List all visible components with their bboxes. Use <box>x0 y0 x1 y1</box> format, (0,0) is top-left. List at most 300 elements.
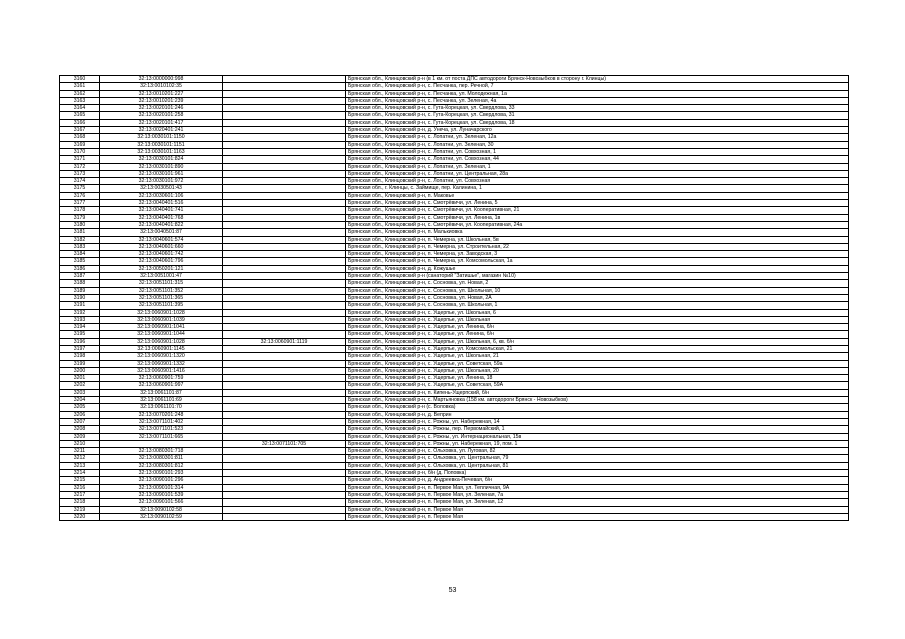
address-cell: Брянская обл., Клинцовский р-н, п. Чемерна, ул. Школьная, 5в <box>346 236 849 243</box>
table-row <box>60 119 849 126</box>
address-cell: Брянская обл., Клинцовский р-н, с. Сосновка, ул. Школьная, 1 <box>346 302 849 309</box>
previous-number-cell <box>223 251 346 258</box>
table-row <box>60 506 849 513</box>
previous-number-cell <box>223 127 346 134</box>
row-number-cell: 3173 <box>60 170 100 177</box>
previous-number-cell <box>223 265 346 272</box>
row-number-cell: 3220 <box>60 513 100 520</box>
address-cell: Брянская обл., Клинцовский р-н, с. Ущерпье, ул. Советская, 59а <box>346 360 849 367</box>
previous-number-cell <box>223 513 346 520</box>
previous-number-cell <box>223 134 346 141</box>
address-cell: Брянская обл., Клинцовский р-н (с. Воловка) <box>346 404 849 411</box>
previous-number-cell <box>223 470 346 477</box>
cadastral-number-cell: 32:13:0090101:296 <box>100 477 223 484</box>
cadastral-number-cell: 32:13:0061101:69 <box>100 397 223 404</box>
table-row <box>60 382 849 389</box>
row-number-cell: 3200 <box>60 367 100 374</box>
previous-number-cell <box>223 294 346 301</box>
previous-number-cell <box>223 207 346 214</box>
table-row <box>60 221 849 228</box>
row-number-cell: 3211 <box>60 448 100 455</box>
table-row <box>60 331 849 338</box>
table-row <box>60 477 849 484</box>
table-row <box>60 200 849 207</box>
address-cell: Брянская обл., Клинцовский р-н, п. Первое Мая <box>346 513 849 520</box>
row-number-cell: 3199 <box>60 360 100 367</box>
cadastral-number-cell: 32:13:0020101:417 <box>100 119 223 126</box>
previous-number-cell <box>223 97 346 104</box>
address-cell: Брянская обл., Клинцовский р-н, п. Чемерна, ул. Комсомольская, 1а <box>346 258 849 265</box>
cadastral-number-cell: 32:13:0080301:811 <box>100 455 223 462</box>
cadastral-number-cell: 32:13:0060901:1044 <box>100 331 223 338</box>
cadastral-number-cell: 32:13:0030101:1150 <box>100 134 223 141</box>
row-number-cell: 3166 <box>60 119 100 126</box>
cadastral-number-cell: 32:13:0030101:1163 <box>100 148 223 155</box>
cadastral-number-cell: 32:13:0030101:961 <box>100 170 223 177</box>
address-cell: Брянская обл., Клинцовский р-н (в 1 км. от поста ДПС автодороги Брянск-Новозыбков в сторону г. Клинцы) <box>346 76 849 83</box>
row-number-cell: 3216 <box>60 484 100 491</box>
row-number-cell: 3190 <box>60 294 100 301</box>
previous-number-cell <box>223 477 346 484</box>
previous-number-cell <box>223 462 346 469</box>
cadastral-number-cell: 32:13:0040601:660 <box>100 243 223 250</box>
address-cell: Брянская обл., Клинцовский р-н, с. Ущерпье, ул. Школьная, 20 <box>346 367 849 374</box>
cadastral-number-cell: 32:13:0040401:822 <box>100 221 223 228</box>
cadastral-number-cell: 32:13:0060901:1028 <box>100 309 223 316</box>
address-cell: Брянская обл., Клинцовский р-н, с. Гута-Корецкая, ул. Свердлова, 33 <box>346 105 849 112</box>
address-cell: Брянская обл., Клинцовский р-н, с. Лопатни, ул. Совхозная <box>346 178 849 185</box>
previous-number-cell <box>223 229 346 236</box>
table-row <box>60 192 849 199</box>
cadastral-number-cell: 32:13:0080301:812 <box>100 462 223 469</box>
cadastral-number-cell: 32:13:0000000:998 <box>100 76 223 83</box>
table-row <box>60 170 849 177</box>
table-row <box>60 367 849 374</box>
row-number-cell: 3174 <box>60 178 100 185</box>
page-number: 53 <box>448 587 457 594</box>
address-cell: Брянская обл., Клинцовский р-н, п. Малькиовка <box>346 229 849 236</box>
cadastral-number-cell: 32:13:0051101:315 <box>100 280 223 287</box>
previous-number-cell <box>223 185 346 192</box>
table-row <box>60 105 849 112</box>
cadastral-number-cell: 32:13:0090101:566 <box>100 499 223 506</box>
table-row <box>60 163 849 170</box>
row-number-cell: 3194 <box>60 324 100 331</box>
previous-number-cell <box>223 302 346 309</box>
cadastral-number-cell: 32:13:0061101:87 <box>100 389 223 396</box>
table-row <box>60 338 849 345</box>
previous-number-cell <box>223 141 346 148</box>
row-number-cell: 3180 <box>60 221 100 228</box>
previous-number-cell <box>223 360 346 367</box>
address-cell: Брянская обл., Клинцовский р-н, с. Смотрёвичи, ул. Ленина, 5 <box>346 200 849 207</box>
address-cell: Брянская обл., Клинцовский р-н, с. Сосновка, ул. Новая, 2А <box>346 294 849 301</box>
table-row <box>60 360 849 367</box>
address-cell: Брянская обл., Клинцовский р-н, б/н (д. Поповка) <box>346 470 849 477</box>
table-row <box>60 499 849 506</box>
row-number-cell: 3203 <box>60 389 100 396</box>
row-number-cell: 3162 <box>60 90 100 97</box>
cadastral-number-cell: 32:13:0040501:87 <box>100 229 223 236</box>
previous-number-cell <box>223 83 346 90</box>
address-cell: Брянская обл., Клинцовский р-н, с. Смотрёвичи, ул. Ленина, 1в <box>346 214 849 221</box>
cadastral-number-cell: 32:13:0051001:47 <box>100 273 223 280</box>
row-number-cell: 3163 <box>60 97 100 104</box>
cadastral-number-cell: 32:13:0020401:241 <box>100 127 223 134</box>
cadastral-number-cell: 32:13:0090101:314 <box>100 484 223 491</box>
address-cell: Брянская обл., Клинцовский р-н, с. Ущерпье, ул. Школьная, 6, кв. б/н <box>346 338 849 345</box>
previous-number-cell <box>223 331 346 338</box>
row-number-cell: 3182 <box>60 236 100 243</box>
table-row <box>60 280 849 287</box>
row-number-cell: 3198 <box>60 353 100 360</box>
previous-number-cell <box>223 484 346 491</box>
table-row <box>60 83 849 90</box>
address-cell: Брянская обл., Клинцовский р-н, с. Ольховка, ул. Центральная, 81 <box>346 462 849 469</box>
table-row <box>60 324 849 331</box>
previous-number-cell <box>223 287 346 294</box>
table-row <box>60 148 849 155</box>
address-cell: Брянская обл., Клинцовский р-н, п. Первое Мая, ул. Зеленая, 12 <box>346 499 849 506</box>
previous-number-cell <box>223 90 346 97</box>
previous-number-cell <box>223 404 346 411</box>
table-row <box>60 97 849 104</box>
cadastral-number-cell: 32:13:0051101:395 <box>100 302 223 309</box>
table-row <box>60 76 849 83</box>
address-cell: Брянская обл., Клинцовский р-н, п. Первое Мая, ул. Зеленая, 7а <box>346 491 849 498</box>
row-number-cell: 3196 <box>60 338 100 345</box>
cadastral-number-cell: 32:13:0090101:293 <box>100 470 223 477</box>
row-number-cell: 3219 <box>60 506 100 513</box>
row-number-cell: 3214 <box>60 470 100 477</box>
previous-number-cell <box>223 221 346 228</box>
previous-number-cell <box>223 105 346 112</box>
row-number-cell: 3195 <box>60 331 100 338</box>
row-number-cell: 3215 <box>60 477 100 484</box>
address-cell: Брянская обл., Клинцовский р-н, с. Сосновка, ул. Школьная, 10 <box>346 287 849 294</box>
cadastral-number-cell: 32:13:0010102:35 <box>100 83 223 90</box>
row-number-cell: 3175 <box>60 185 100 192</box>
cadastral-number-cell: 32:13:0040401:516 <box>100 200 223 207</box>
previous-number-cell <box>223 178 346 185</box>
address-cell: Брянская обл., Клинцовский р-н, с. Рожны, пер. Первомайский, 1 <box>346 426 849 433</box>
cadastral-number-cell: 32:13:0030101:1151 <box>100 141 223 148</box>
table-row <box>60 433 849 440</box>
cadastral-number-cell: 32:13:0020101:258 <box>100 112 223 119</box>
previous-number-cell <box>223 382 346 389</box>
table-row <box>60 375 849 382</box>
cadastral-number-cell: 32:13:0030101:972 <box>100 178 223 185</box>
cadastral-number-cell: 32:13:0070201:248 <box>100 411 223 418</box>
table-row <box>60 265 849 272</box>
previous-number-cell <box>223 309 346 316</box>
table-row <box>60 90 849 97</box>
address-cell: Брянская обл., Клинцовский р-н, с. Лопатни, ул. Совхозная, 1 <box>346 148 849 155</box>
row-number-cell: 3189 <box>60 287 100 294</box>
previous-number-cell <box>223 148 346 155</box>
address-cell: Брянская обл., Клинцовский р-н, п. Чемерна, ул. Заводская, 3 <box>346 251 849 258</box>
table-row <box>60 287 849 294</box>
address-cell: Брянская обл., Клинцовский р-н, с. Ущерпье, ул. Ленина, б/н <box>346 324 849 331</box>
table-row <box>60 491 849 498</box>
cadastral-number-cell <box>100 440 223 447</box>
previous-number-cell <box>223 433 346 440</box>
previous-number-cell <box>223 418 346 425</box>
row-number-cell: 3177 <box>60 200 100 207</box>
cadastral-number-cell: 32:13:0061101:70 <box>100 404 223 411</box>
address-cell: Брянская обл., Клинцовский р-н, с. Лопатни, ул. Зеленая, 30 <box>346 141 849 148</box>
row-number-cell: 3172 <box>60 163 100 170</box>
row-number-cell: 3204 <box>60 397 100 404</box>
previous-number-cell: 32:13:0071101:705 <box>223 440 346 447</box>
table-row <box>60 455 849 462</box>
previous-number-cell <box>223 170 346 177</box>
previous-number-cell <box>223 236 346 243</box>
table-row <box>60 273 849 280</box>
row-number-cell: 3176 <box>60 192 100 199</box>
cadastral-number-cell: 32:13:0060901:997 <box>100 382 223 389</box>
cadastral-number-cell: 32:13:0051101:365 <box>100 294 223 301</box>
address-cell: Брянская обл., Клинцовский р-н, с. Ущерпье, ул. Школьная, 21 <box>346 353 849 360</box>
previous-number-cell <box>223 375 346 382</box>
address-cell: Брянская обл., Клинцовский р-н, п. Кипень-Ущерпский, б/н <box>346 389 849 396</box>
cadastral-number-cell: 32:13:0050201:121 <box>100 265 223 272</box>
address-cell: Брянская обл., Клинцовский р-н, п. Первое Мая <box>346 506 849 513</box>
previous-number-cell <box>223 499 346 506</box>
table-row <box>60 236 849 243</box>
previous-number-cell <box>223 76 346 83</box>
row-number-cell: 3212 <box>60 455 100 462</box>
table-row <box>60 141 849 148</box>
previous-number-cell <box>223 426 346 433</box>
row-number-cell: 3187 <box>60 273 100 280</box>
address-cell: Брянская обл., г. Клинцы, с. Займище, пер. Калинина, 1 <box>346 185 849 192</box>
table-row <box>60 440 849 447</box>
table-row <box>60 470 849 477</box>
row-number-cell: 3197 <box>60 345 100 352</box>
table-row <box>60 513 849 520</box>
table-row <box>60 316 849 323</box>
cadastral-number-cell: 32:13:0090102:58 <box>100 506 223 513</box>
previous-number-cell <box>223 324 346 331</box>
table-row <box>60 229 849 236</box>
row-number-cell: 3167 <box>60 127 100 134</box>
row-number-cell: 3191 <box>60 302 100 309</box>
address-cell: Брянская обл., Клинцовский р-н, с. Ущерпье, ул. Комсомольская, 21 <box>346 345 849 352</box>
previous-number-cell <box>223 119 346 126</box>
table-row <box>60 185 849 192</box>
previous-number-cell <box>223 455 346 462</box>
address-cell: Брянская обл., Клинцовский р-н, с. Лопатни, ул. Совхозная, 44 <box>346 156 849 163</box>
previous-number-cell <box>223 192 346 199</box>
address-cell: Брянская обл., Клинцовский р-н, с. Ольховка, ул. Луговая, 82 <box>346 448 849 455</box>
table-row <box>60 178 849 185</box>
cadastral-number-cell: 32:13:0030101:890 <box>100 163 223 170</box>
registry-table-body <box>60 76 849 521</box>
cadastral-number-cell: 32:13:0090102:59 <box>100 513 223 520</box>
table-row <box>60 294 849 301</box>
address-cell: Брянская обл., Клинцовский р-н, д. Андреевка-Печевая, б/н <box>346 477 849 484</box>
cadastral-number-cell: 32:13:0060901:759 <box>100 375 223 382</box>
previous-number-cell <box>223 367 346 374</box>
table-row <box>60 462 849 469</box>
row-number-cell: 3193 <box>60 316 100 323</box>
cadastral-number-cell: 32:13:0071101:523 <box>100 426 223 433</box>
address-cell: Брянская обл., Клинцовский р-н, с. Ольховка, ул. Центральная, 79 <box>346 455 849 462</box>
address-cell: Брянская обл., Клинцовский р-н, с. Лопатни, ул. Центральная, 28а <box>346 170 849 177</box>
cadastral-number-cell: 32:13:0040601:742 <box>100 251 223 258</box>
previous-number-cell <box>223 506 346 513</box>
address-cell: Брянская обл., Клинцовский р-н, с. Смотрёвичи, ул. Кооперативная, 24а <box>346 221 849 228</box>
address-cell: Брянская обл., Клинцовский р-н, с. Песчанка, ул. Молодежная, 1а <box>346 90 849 97</box>
row-number-cell: 3178 <box>60 207 100 214</box>
previous-number-cell <box>223 397 346 404</box>
table-row <box>60 134 849 141</box>
row-number-cell: 3185 <box>60 258 100 265</box>
address-cell: Брянская обл., Клинцовский р-н, д. Кожушье <box>346 265 849 272</box>
address-cell: Брянская обл., Клинцовский р-н, п. Первое Мая, ул. Тепличная, 9А <box>346 484 849 491</box>
table-row <box>60 214 849 221</box>
table-row <box>60 411 849 418</box>
row-number-cell: 3179 <box>60 214 100 221</box>
cadastral-number-cell: 32:13:0010201:239 <box>100 97 223 104</box>
table-row <box>60 207 849 214</box>
table-row <box>60 345 849 352</box>
row-number-cell: 3206 <box>60 411 100 418</box>
table-row <box>60 426 849 433</box>
table-row <box>60 258 849 265</box>
address-cell: Брянская обл., Клинцовский р-н, с. Рожны, ул. Интернациональная, 15в <box>346 433 849 440</box>
table-row <box>60 418 849 425</box>
row-number-cell: 3170 <box>60 148 100 155</box>
cadastral-number-cell: 32:13:0060901:1041 <box>100 324 223 331</box>
previous-number-cell <box>223 491 346 498</box>
table-row <box>60 302 849 309</box>
cadastral-number-cell: 32:13:0060901:1028 <box>100 338 223 345</box>
address-cell: Брянская обл., Клинцовский р-н, с. Ущерпье, ул. Школьная <box>346 316 849 323</box>
previous-number-cell <box>223 280 346 287</box>
row-number-cell: 3169 <box>60 141 100 148</box>
previous-number-cell <box>223 163 346 170</box>
row-number-cell: 3181 <box>60 229 100 236</box>
table-row <box>60 127 849 134</box>
row-number-cell: 3205 <box>60 404 100 411</box>
row-number-cell: 3217 <box>60 491 100 498</box>
row-number-cell: 3160 <box>60 76 100 83</box>
cadastral-number-cell: 32:13:0071101:665 <box>100 433 223 440</box>
address-cell: Брянская обл., Клинцовский р-н, с. Песчанка, ул. Зеленая, 4а <box>346 97 849 104</box>
cadastral-number-cell: 32:13:0060901:1039 <box>100 316 223 323</box>
previous-number-cell <box>223 112 346 119</box>
address-cell: Брянская обл., Клинцовский р-н, с. Ущерпье, ул. Школьная, 6 <box>346 309 849 316</box>
address-cell: Брянская обл., Клинцовский р-н, с. Гута-Корецкая, ул. Свердлова, 18 <box>346 119 849 126</box>
table-row <box>60 484 849 491</box>
address-cell: Брянская обл., Клинцовский р-н, п. Маковье <box>346 192 849 199</box>
cadastral-number-cell: 32:13:0030601:106 <box>100 192 223 199</box>
table-row <box>60 112 849 119</box>
cadastral-number-cell: 32:13:0060901:1416 <box>100 367 223 374</box>
cadastral-number-cell: 32:13:0040601:796 <box>100 258 223 265</box>
previous-number-cell <box>223 448 346 455</box>
row-number-cell: 3202 <box>60 382 100 389</box>
previous-number-cell <box>223 345 346 352</box>
previous-number-cell <box>223 214 346 221</box>
address-cell: Брянская обл., Клинцовский р-н, с. Лопатни, ул. Зеленая, 12а <box>346 134 849 141</box>
row-number-cell: 3183 <box>60 243 100 250</box>
cadastral-number-cell: 32:13:0051101:352 <box>100 287 223 294</box>
cadastral-number-cell: 32:13:0010201:227 <box>100 90 223 97</box>
address-cell: Брянская обл., Клинцовский р-н, п. Чемерна, ул. Строительная, 22 <box>346 243 849 250</box>
previous-number-cell: 32:13:0060901:1119 <box>223 338 346 345</box>
previous-number-cell <box>223 273 346 280</box>
row-number-cell: 3161 <box>60 83 100 90</box>
previous-number-cell <box>223 316 346 323</box>
address-cell: Брянская обл., Клинцовский р-н, с. Ущерпье, ул. Ленина, б/н <box>346 331 849 338</box>
cadastral-number-cell: 32:13:0030501:43 <box>100 185 223 192</box>
address-cell: Брянская обл., Клинцовский р-н, с. Смотрёвичи, ул. Кооперативная, 21 <box>346 207 849 214</box>
cadastral-number-cell: 32:13:0090101:539 <box>100 491 223 498</box>
address-cell: Брянская обл., Клинцовский р-н, с. Ущерпье, ул. Советская, 59А <box>346 382 849 389</box>
address-cell: Брянская обл., Клинцовский р-н, с. Сосновка, ул. Новая, 2 <box>346 280 849 287</box>
row-number-cell: 3184 <box>60 251 100 258</box>
table-row <box>60 397 849 404</box>
previous-number-cell <box>223 353 346 360</box>
row-number-cell: 3207 <box>60 418 100 425</box>
table-row <box>60 353 849 360</box>
address-cell: Брянская обл., Клинцовский р-н, с. Рожны, ул. Набережная, 14 <box>346 418 849 425</box>
cadastral-number-cell: 32:13:0060901:1320 <box>100 353 223 360</box>
table-row <box>60 156 849 163</box>
address-cell: Брянская обл., Клинцовский р-н, с. Гута-Корецкая, ул. Свердлова, 31 <box>346 112 849 119</box>
address-cell: Брянская обл., Клинцовский р-н, с. Ущерпье, ул. Ленина, 18 <box>346 375 849 382</box>
registry-table <box>59 75 849 521</box>
address-cell: Брянская обл., Клинцовский р-н, с. Песчанка, пер. Речной, 7 <box>346 83 849 90</box>
row-number-cell: 3201 <box>60 375 100 382</box>
table-row <box>60 309 849 316</box>
row-number-cell: 3210 <box>60 440 100 447</box>
cadastral-number-cell: 32:13:0040401:768 <box>100 214 223 221</box>
cadastral-number-cell: 32:13:0040601:574 <box>100 236 223 243</box>
table-row <box>60 404 849 411</box>
address-cell: Брянская обл., Клинцовский р-н, с. Лопатни, ул. Зеленая, 1 <box>346 163 849 170</box>
row-number-cell: 3164 <box>60 105 100 112</box>
cadastral-number-cell: 32:13:0060901:1332 <box>100 360 223 367</box>
row-number-cell: 3213 <box>60 462 100 469</box>
address-cell: Брянская обл., Клинцовский р-н, с. Мартьяновка (158 км. автодороги Брянск - Новозыбков) <box>346 397 849 404</box>
registry-table-wrapper <box>59 75 849 521</box>
address-cell: Брянская обл., Клинцовский р-н, д. Веприн <box>346 411 849 418</box>
address-cell: Брянская обл., Клинцовский р-н, с. Рожны, ул. Набережная, 19, пом. 1 <box>346 440 849 447</box>
row-number-cell: 3168 <box>60 134 100 141</box>
previous-number-cell <box>223 258 346 265</box>
previous-number-cell <box>223 156 346 163</box>
cadastral-number-cell: 32:13:0071101:402 <box>100 418 223 425</box>
address-cell: Брянская обл., Клинцовский р-н, д. Унеча, ул. Луначарского <box>346 127 849 134</box>
table-row <box>60 389 849 396</box>
address-cell: Брянская обл., Клинцовский р-н (санаторий "Затишье", магазин №10) <box>346 273 849 280</box>
previous-number-cell <box>223 411 346 418</box>
cadastral-number-cell: 32:13:0080301:718 <box>100 448 223 455</box>
previous-number-cell <box>223 243 346 250</box>
previous-number-cell <box>223 389 346 396</box>
row-number-cell: 3192 <box>60 309 100 316</box>
previous-number-cell <box>223 200 346 207</box>
row-number-cell: 3188 <box>60 280 100 287</box>
row-number-cell: 3209 <box>60 433 100 440</box>
row-number-cell: 3186 <box>60 265 100 272</box>
row-number-cell: 3218 <box>60 499 100 506</box>
row-number-cell: 3165 <box>60 112 100 119</box>
